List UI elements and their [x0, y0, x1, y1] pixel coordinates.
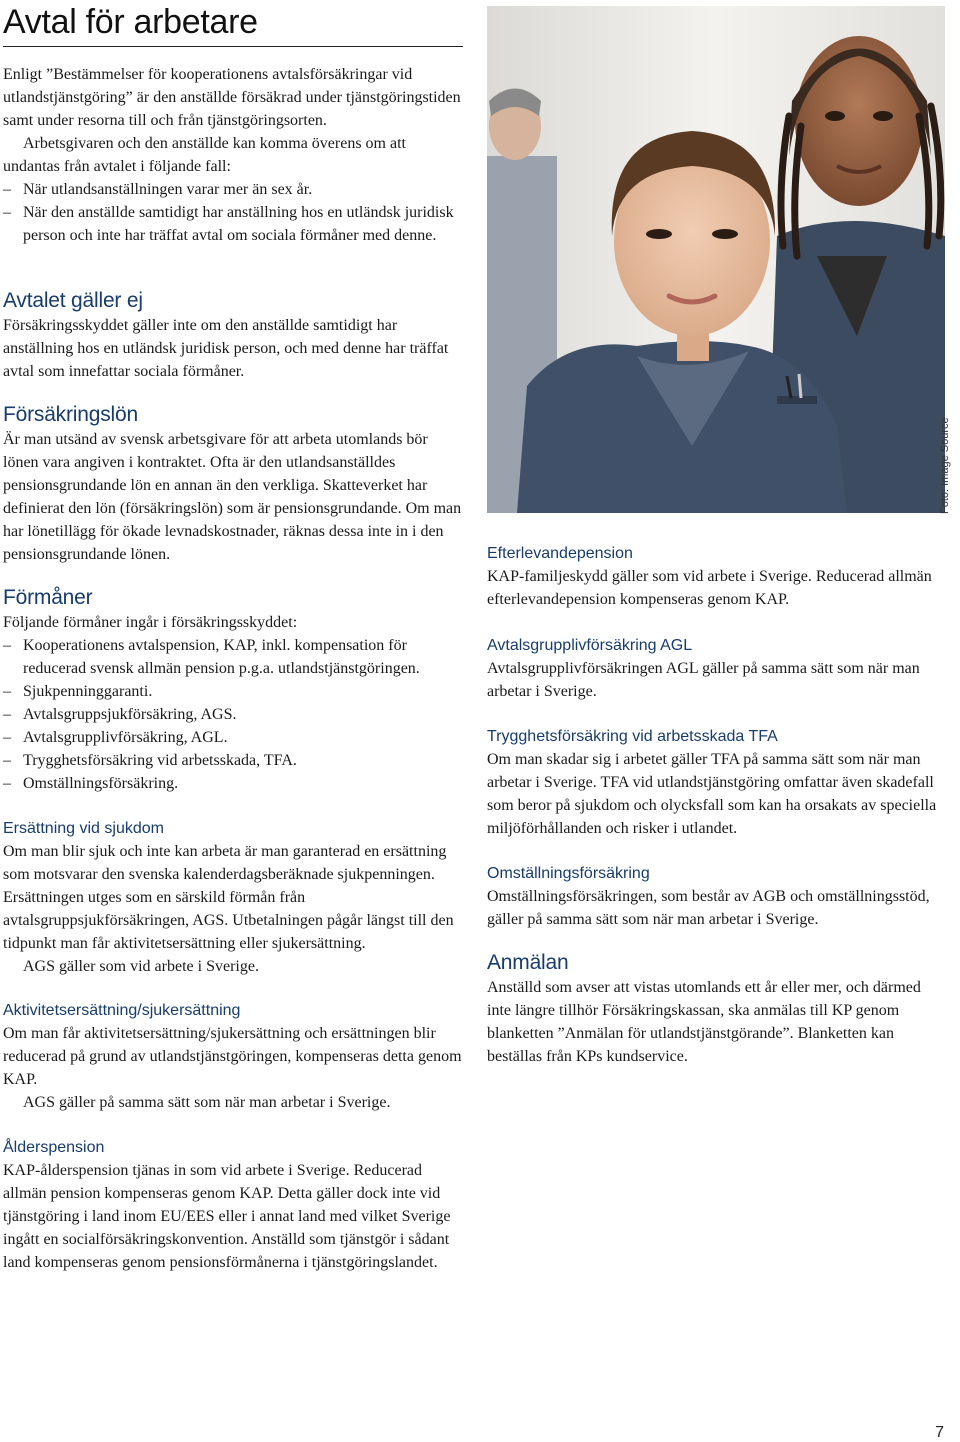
section-agl — [487, 635, 947, 703]
section-ersattning-sjukdom — [3, 818, 463, 978]
section-text: Om man får aktivitetsersättning/sjukersättning och ersättningen blir reducerad på grund av utlandstjänstgöringen, kompenseras detta genom KAP. — [3, 1025, 462, 1088]
section-text: AGS gäller som vid arbete i Sverige. — [23, 958, 259, 975]
left-column — [3, 0, 463, 1271]
page-title: Avtal för arbetare — [3, 0, 463, 47]
section-text: Om man blir sjuk och inte kan arbeta är man garanterad en ersättning som motsvarar den svenska kalenderdagsberäknade sjukpenningen. Ersättningen utges som en särskild förmån från avtalsgruppsjukförsäkringen, AGS. Utbetalningen pågår längst till den tidpunkt man får aktivitetsersättning eller sjukersättning. — [3, 843, 454, 952]
benefits-list — [3, 634, 463, 795]
list-item: – Sjukpenninggaranti. — [3, 680, 463, 703]
section-heading: Ersättning vid sjukdom — [3, 820, 164, 837]
section-text: Om man skadar sig i arbetet gäller TFA på samma sätt som när man arbetar i Sverige. TFA vid utlandstjänstgöring omfattar även skadefall som beror på sjukdom och olycksfall som kan ha orsakats av speciella miljöförhållanden och risker i utlandet. — [487, 751, 937, 837]
section-tfa — [487, 726, 947, 840]
section-heading: Aktivitetsersättning/sjukersättning — [3, 1002, 241, 1019]
list-item: – Kooperationens avtalspension, KAP, inkl. kompensation för reducerad svensk allmän pension p.g.a. utlandstjänstgöringen. — [3, 634, 463, 680]
section-heading: Omställningsförsäkring — [487, 865, 650, 882]
intro-paragraph-exceptions: Arbetsgivaren och den anställde kan komma överens om att undantas från avtalet i följande fall: — [3, 135, 406, 175]
section-text: Försäkringsskyddet gäller inte om den anställde samtidigt har anställning hos en utländsk juridisk person, och med denne har träffat avtal som innefattar sociala förmåner. — [3, 317, 449, 380]
section-heading: Efterlevandepension — [487, 545, 633, 562]
list-item: – Omställningsförsäkring. — [3, 772, 463, 795]
list-item: – Trygghetsförsäkring vid arbetsskada, TFA. — [3, 749, 463, 772]
list-item: – Avtalsgruppsjukförsäkring, AGS. — [3, 703, 463, 726]
section-aktivitetsersattning — [3, 1000, 463, 1114]
intro-section — [3, 63, 463, 247]
section-alderspension — [3, 1137, 463, 1274]
section-heading: Avtalsgrupplivförsäkring AGL — [487, 637, 693, 654]
section-efterlevandepension — [487, 543, 947, 611]
section-heading: Förmåner — [3, 586, 93, 609]
section-text: Omställningsförsäkringen, som består av AGB och omställningsstöd, gäller på samma sätt som när man arbetar i Sverige. — [487, 888, 930, 928]
section-text: Följande förmåner ingår i försäkringsskyddet: — [3, 614, 298, 631]
section-heading: Trygghetsförsäkring vid arbetsskada TFA — [487, 728, 778, 745]
section-text: Anställd som avser att vistas utomlands ett år eller mer, och därmed inte längre tillhör Försäkringskassan, ska anmälas till KP genom blanketten ”Anmälan för utlandstjänstgörande”. Blanketten kan beställas från KPs kundservice. — [487, 979, 921, 1065]
workers-photo-illustration — [487, 6, 945, 513]
section-text: KAP-familjeskydd gäller som vid arbete i Sverige. Reducerad allmän efterlevandepension kompenseras genom KAP. — [487, 568, 932, 608]
section-text: AGS gäller på samma sätt som när man arbetar i Sverige. — [23, 1094, 391, 1111]
section-heading: Ålderspension — [3, 1139, 105, 1156]
section-avtalet-galler-ej — [3, 288, 463, 383]
section-text: Avtalsgrupplivförsäkringen AGL gäller på samma sätt som när man arbetar i Sverige. — [487, 660, 920, 700]
list-item: – Avtalsgrupplivförsäkring, AGL. — [3, 726, 463, 749]
section-formaner — [3, 585, 463, 795]
section-text: Är man utsänd av svensk arbetsgivare för att arbeta utomlands bör lönen vara angiven i kontraktet. Ofta är den utlandsanställdes pensionsgrundande lön en annan än den verkliga. Skatteverket har definierat den lön (försäkringslön) som är pensionsgrundande. Om man har lönetillägg för ökade levnadskostnader, räknas dessa inte in i den pensionsgrundande lönen. — [3, 431, 462, 563]
section-omstallning — [487, 863, 947, 931]
section-heading: Anmälan — [487, 951, 569, 974]
list-item: – När den anställde samtidigt har anställning hos en utländsk juridisk person och inte har träffat avtal om sociala förmåner med denne. — [3, 201, 463, 247]
section-heading: Avtalet gäller ej — [3, 289, 143, 312]
intro-paragraph: Enligt ”Bestämmelser för kooperationens avtalsförsäkringar vid utlandstjänstgöring” är den anställde försäkrad under tjänstgöringstiden samt under resorna till och från tjänstgöringsorten. — [3, 66, 461, 129]
workers-photo — [487, 6, 945, 513]
exceptions-list — [3, 178, 463, 247]
list-item: – När utlandsanställningen varar mer än sex år. — [3, 178, 463, 201]
page-number: 7 — [935, 1424, 944, 1441]
section-text: KAP-ålderspension tjänas in som vid arbete i Sverige. Reducerad allmän pension kompenseras genom KAP. Detta gäller dock inte vid tjänstgöring i land inom EU/EES eller i annat land med vilket Sverige ingått en socialförsäkringskonvention. Anställd som tjänstgör i sådant land kompenseras genom pensionsförmånerna i tjänstgöringslandet. — [3, 1162, 451, 1271]
section-forsakringslon — [3, 402, 463, 566]
section-anmalan — [487, 950, 947, 1068]
section-heading: Försäkringslön — [3, 403, 138, 426]
